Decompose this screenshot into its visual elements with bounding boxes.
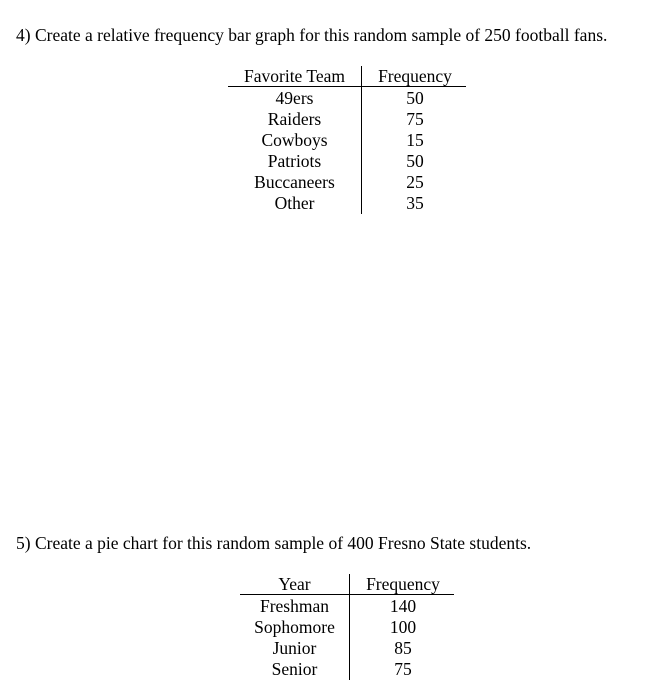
team-cell: Cowboys [261,130,328,150]
year-cell: Junior [272,638,317,658]
team-cell: Buccaneers [254,172,335,192]
frequency-cell: 50 [406,88,424,108]
frequency-cell: 75 [406,109,424,129]
frequency-cell: 100 [389,617,417,637]
student-year-frequency-table [240,574,454,680]
header-year: Year [278,574,311,594]
team-cell: Patriots [267,151,322,171]
year-cell: Sophomore [254,617,335,637]
header-frequency: Frequency [378,66,452,86]
frequency-cell: 140 [389,596,417,616]
frequency-cell: 50 [406,151,424,171]
favorite-team-frequency-table [228,66,466,214]
frequency-cell: 15 [406,130,424,150]
question-5-prompt: 5) Create a pie chart for this random sample of 400 Fresno State students. [16,533,532,553]
frequency-cell: 75 [394,659,412,679]
header-favorite-team: Favorite Team [244,66,345,86]
table-column-divider [361,66,362,214]
year-cell: Senior [271,659,318,679]
team-cell: Other [274,193,315,213]
frequency-cell: 85 [394,638,412,658]
question-4-prompt: 4) Create a relative frequency bar graph for this random sample of 250 football fans. [16,25,608,45]
header-frequency: Frequency [366,574,440,594]
table-column-divider [349,574,350,680]
team-cell: 49ers [275,88,314,108]
frequency-cell: 25 [406,172,424,192]
team-cell: Raiders [267,109,322,129]
frequency-cell: 35 [406,193,424,213]
year-cell: Freshman [259,596,330,616]
